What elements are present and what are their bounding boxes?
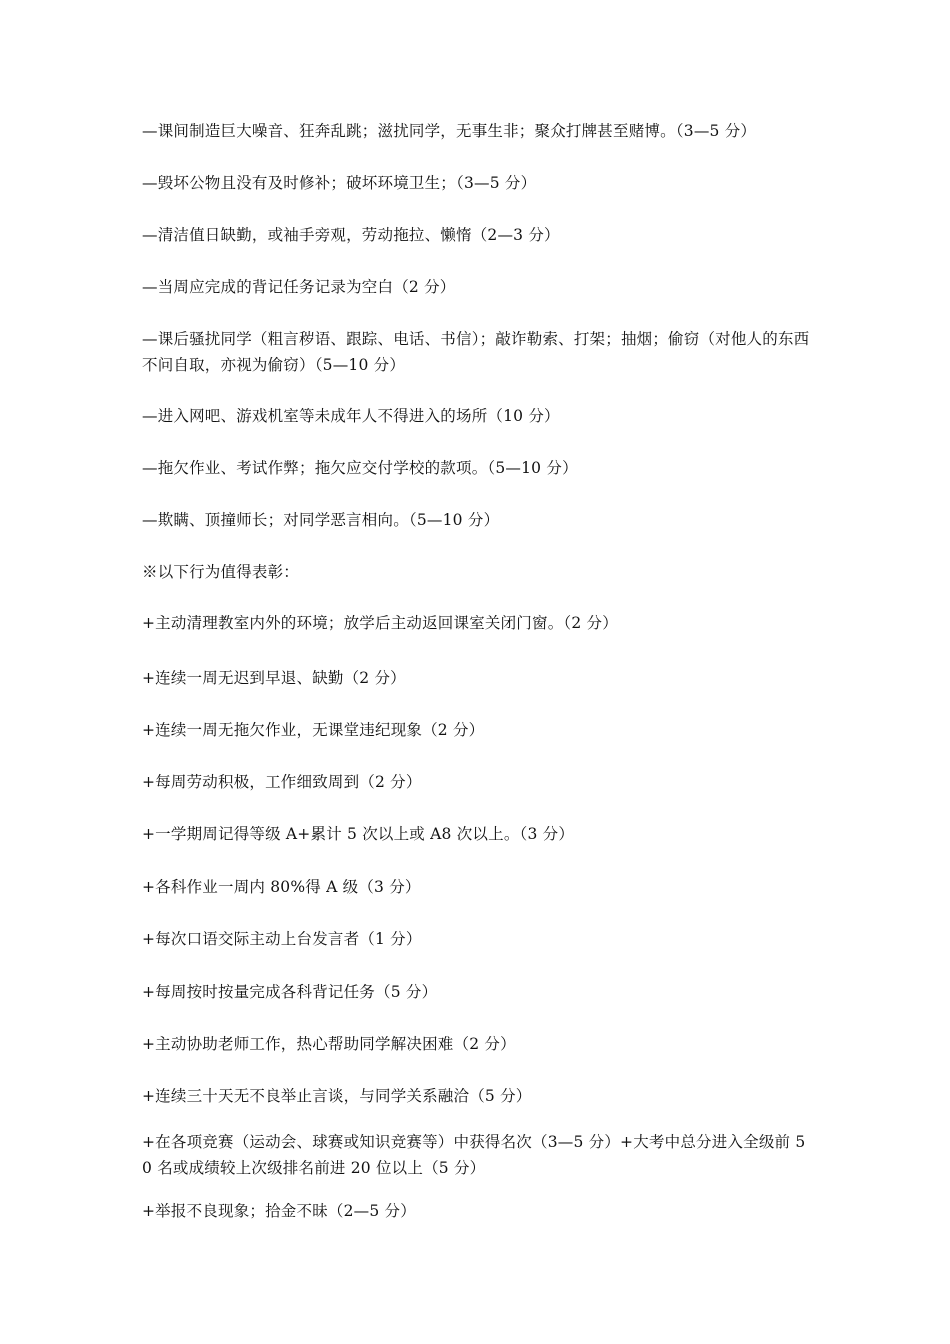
praise-item: +主动清理教室内外的环境；放学后主动返回课室关闭门窗。（2 分） bbox=[142, 614, 618, 632]
praise-item: +主动协助老师工作，热心帮助同学解决困难（2 分） bbox=[142, 1035, 516, 1053]
penalty-item: —课间制造巨大噪音、狂奔乱跳；滋扰同学，无事生非；聚众打牌甚至赌博。（3—5 分） bbox=[142, 122, 757, 140]
penalty-item: —毁坏公物且没有及时修补；破坏环境卫生；（3—5 分） bbox=[142, 174, 537, 192]
penalty-item: —进入网吧、游戏机室等未成年人不得进入的场所（10 分） bbox=[142, 407, 560, 425]
praise-item: +在各项竞赛（运动会、球赛或知识竞赛等）中获得名次（3—5 分）+大考中总分进入全级前 50 名或成绩较上次级排名前进 20 位以上（5 分） bbox=[142, 1133, 806, 1177]
penalty-item: —拖欠作业、考试作弊；拖欠应交付学校的款项。（5—10 分） bbox=[142, 459, 578, 477]
praise-heading: ※以下行为值得表彰： bbox=[142, 563, 300, 581]
penalty-item: —课后骚扰同学（粗言秽语、跟踪、电话、书信）；敲诈勒索、打架；抽烟；偷窃（对他人的东西不问自取，亦视为偷窃）（5—10 分） bbox=[142, 330, 810, 374]
praise-item: +每周按时按量完成各科背记任务（5 分） bbox=[142, 983, 438, 1001]
praise-item: +连续一周无迟到早退、缺勤（2 分） bbox=[142, 669, 406, 687]
praise-item: +各科作业一周内 80%得 A 级（3 分） bbox=[142, 878, 421, 896]
praise-item: +一学期周记得等级 A+累计 5 次以上或 A8 次以上。（3 分） bbox=[142, 825, 575, 843]
praise-item: +每次口语交际主动上台发言者（1 分） bbox=[142, 930, 422, 948]
praise-item: +每周劳动积极，工作细致周到（2 分） bbox=[142, 773, 422, 791]
praise-item: +连续三十天无不良举止言谈，与同学关系融洽（5 分） bbox=[142, 1087, 532, 1105]
penalty-item: —当周应完成的背记任务记录为空白（2 分） bbox=[142, 278, 456, 296]
penalty-item: —清洁值日缺勤，或袖手旁观，劳动拖拉、懒惰（2—3 分） bbox=[142, 226, 560, 244]
penalty-item: —欺瞒、顶撞师长；对同学恶言相向。（5—10 分） bbox=[142, 511, 500, 529]
praise-item: +举报不良现象；拾金不昧（2—5 分） bbox=[142, 1202, 416, 1220]
praise-item: +连续一周无拖欠作业，无课堂违纪现象（2 分） bbox=[142, 721, 485, 739]
